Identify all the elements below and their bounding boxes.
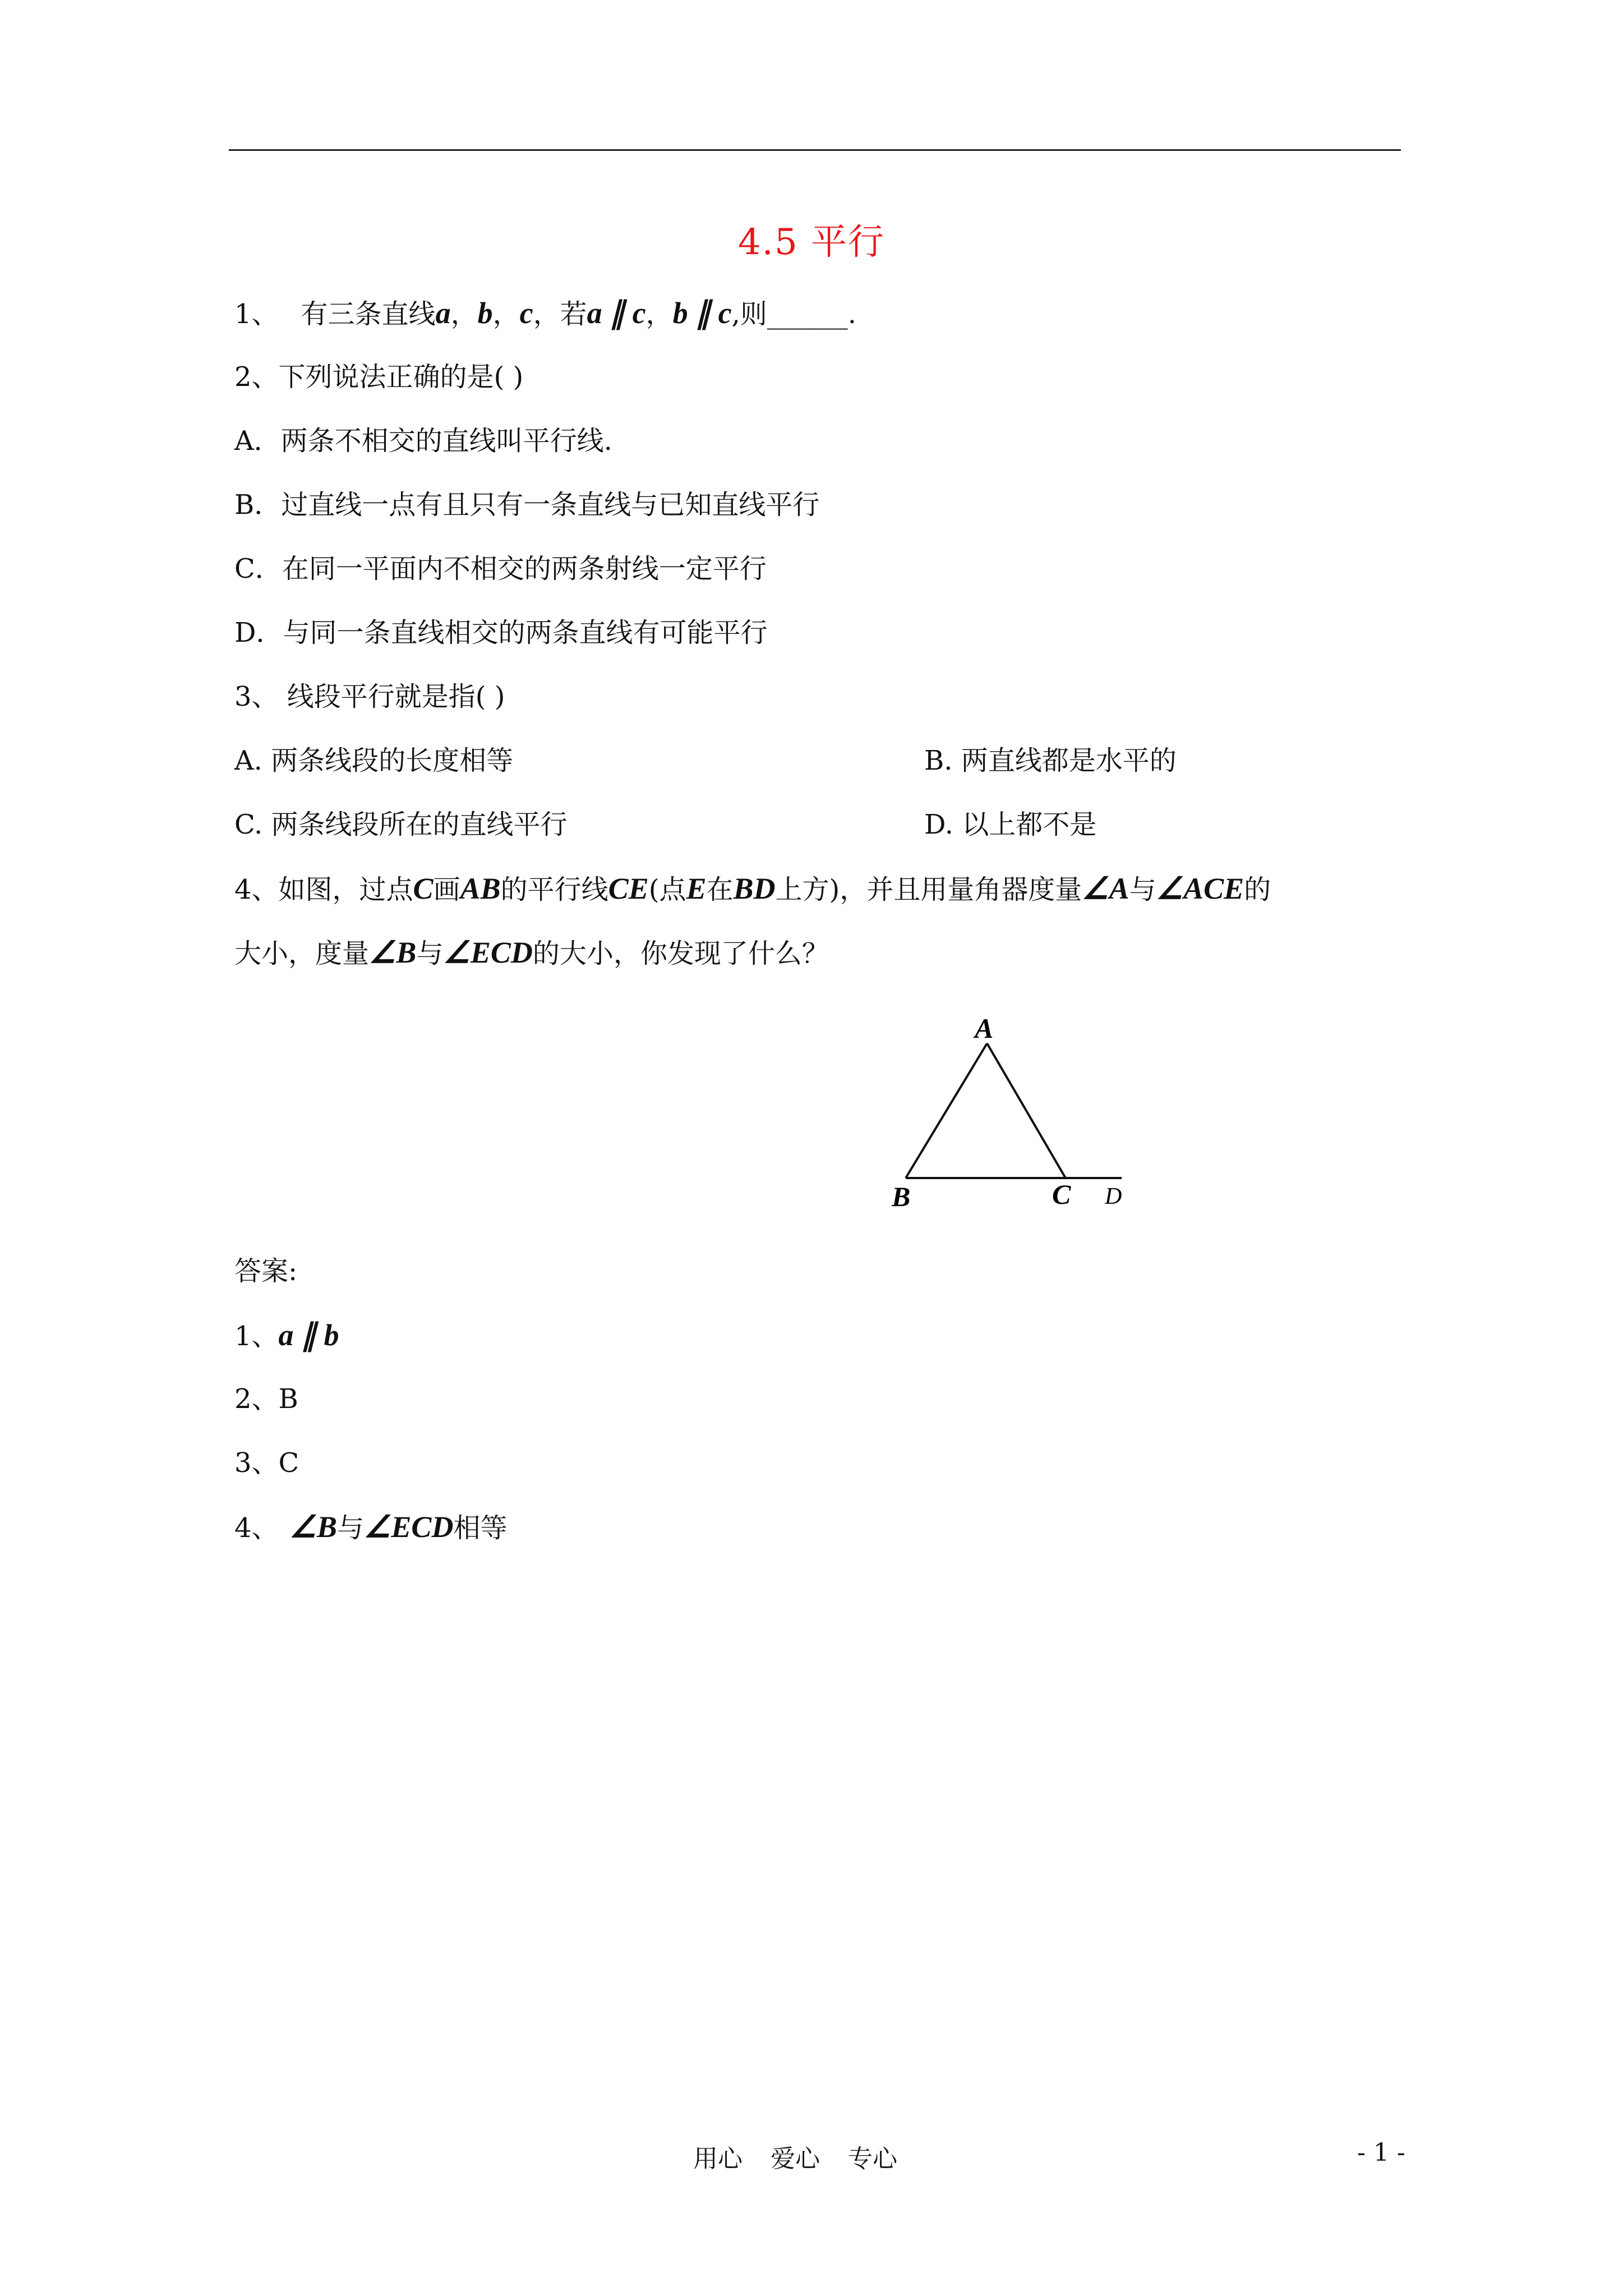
answer-4-angle-b: ∠B bbox=[289, 1510, 337, 1544]
answers-heading: 答案: bbox=[234, 1255, 298, 1287]
q1-var-a: a bbox=[435, 296, 451, 330]
question-1 bbox=[234, 296, 856, 331]
q3-row-2 bbox=[234, 808, 1097, 841]
q4-text: (点 bbox=[648, 874, 686, 905]
q4-text: 的 bbox=[1244, 874, 1271, 905]
q4-text: 画 bbox=[433, 874, 460, 905]
q3-option-b: B. 两直线都是水平的 bbox=[924, 745, 1177, 776]
q1-var-c: c bbox=[519, 296, 533, 330]
q4-text: 大小，度量 bbox=[234, 938, 370, 969]
answer-4-text: 相等 bbox=[453, 1512, 508, 1544]
q2-option-a: A．两条不相交的直线叫平行线. bbox=[234, 425, 612, 457]
q4-angle-b: ∠B bbox=[369, 936, 417, 969]
answer-4 bbox=[234, 1510, 507, 1545]
answer-1-value: a ∥ b bbox=[278, 1318, 339, 1352]
q4-point-c: C bbox=[413, 872, 434, 905]
label-b: B bbox=[892, 1181, 911, 1212]
q1-relation-1: a ∥ c bbox=[587, 296, 646, 330]
q4-line-1 bbox=[234, 872, 1271, 907]
q4-line-bd: BD bbox=[733, 872, 776, 905]
answer-1-number: 1、 bbox=[234, 1320, 279, 1352]
q4-angle-ecd: ∠ECD bbox=[443, 936, 533, 969]
q2-option-c: C．在同一平面内不相交的两条射线一定平行 bbox=[234, 553, 767, 585]
q1-text: 有三条直线 bbox=[301, 298, 436, 330]
q4-angle-ace: ∠ACE bbox=[1156, 872, 1244, 905]
q3-stem: 3、 线段平行就是指( ) bbox=[234, 681, 505, 712]
q3-row-1 bbox=[234, 744, 1177, 777]
q3-option-d: D. 以上都不是 bbox=[924, 809, 1097, 840]
footer-motto bbox=[693, 2138, 897, 2174]
label-d: D bbox=[1105, 1184, 1122, 1209]
q3-option-a: A. 两条线段的长度相等 bbox=[234, 745, 514, 776]
q4-text: 的大小，你发现了什么？ bbox=[532, 938, 829, 969]
q4-text: 的平行线 bbox=[500, 874, 608, 905]
footer-motto-3: 专心 bbox=[848, 2145, 897, 2173]
q4-text: 4、如图，过点 bbox=[234, 874, 413, 905]
answer-4-text: 与 bbox=[336, 1512, 364, 1544]
q1-end: . bbox=[847, 298, 857, 330]
q4-text: 与 bbox=[416, 938, 444, 969]
q4-line-2 bbox=[234, 936, 829, 970]
page-number: - 1 - bbox=[1357, 2138, 1405, 2167]
footer-motto-1: 用心 bbox=[693, 2145, 743, 2173]
q4-text: 上方)，并且用量角器度量 bbox=[775, 874, 1082, 905]
q2-option-b: B．过直线一点有且只有一条直线与已知直线平行 bbox=[234, 489, 820, 521]
q4-line-ce: CE bbox=[608, 872, 649, 905]
page-title: 4.5 平行 bbox=[737, 222, 886, 263]
q1-blank: ______ bbox=[767, 298, 848, 330]
answer-2: 2、B bbox=[234, 1383, 298, 1415]
side-ac bbox=[987, 1043, 1066, 1178]
label-c: C bbox=[1052, 1179, 1071, 1210]
label-a: A bbox=[975, 1013, 994, 1044]
q2-stem: 2、下列说法正确的是( ) bbox=[234, 361, 524, 393]
q1-var-b: b bbox=[477, 296, 493, 330]
q4-text: 与 bbox=[1129, 874, 1156, 905]
q1-number: 1、 bbox=[234, 298, 279, 330]
q4-angle-a: ∠A bbox=[1082, 872, 1129, 905]
footer-motto-2: 爱心 bbox=[771, 2145, 820, 2173]
q1-if: ，若 bbox=[533, 298, 587, 330]
q3-option-c: C. 两条线段所在的直线平行 bbox=[234, 809, 568, 840]
q4-point-e: E bbox=[686, 872, 707, 905]
answer-4-number: 4、 bbox=[234, 1512, 279, 1544]
answer-4-angle-ecd: ∠ECD bbox=[364, 1510, 454, 1544]
q4-text: 在 bbox=[706, 874, 734, 905]
q1-sep: ， bbox=[492, 298, 520, 330]
answer-1 bbox=[234, 1318, 339, 1353]
header-rule bbox=[229, 149, 1401, 151]
q4-segment-ab: AB bbox=[460, 872, 501, 905]
q1-relation-2: b ∥ c bbox=[672, 296, 732, 330]
side-ab bbox=[906, 1043, 987, 1178]
q2-option-d: D．与同一条直线相交的两条直线有可能平行 bbox=[234, 617, 768, 648]
q1-then: ,则 bbox=[731, 298, 767, 330]
q1-sep: ， bbox=[450, 298, 478, 330]
answer-3: 3、C bbox=[234, 1447, 299, 1479]
q1-sep: ， bbox=[645, 298, 673, 330]
triangle-figure bbox=[875, 1010, 1155, 1212]
